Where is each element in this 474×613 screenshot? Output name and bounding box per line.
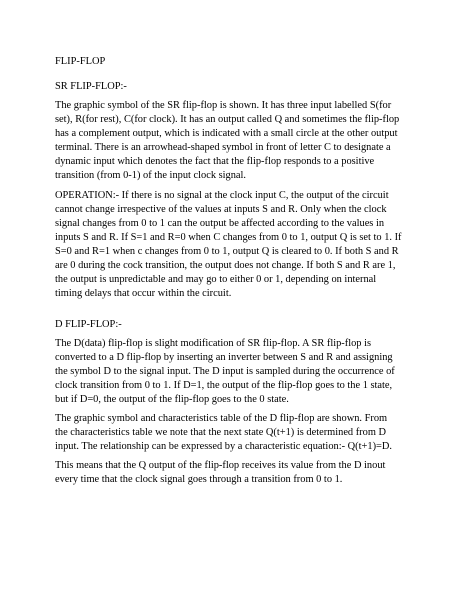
- paragraph-line: The graphic symbol of the SR flip-flop is shown. It has three input labelled S(for: [55, 100, 392, 111]
- paragraph-line: timing delays that occur within the circuit.: [55, 288, 232, 299]
- d-flip-flop-heading: D FLIP-FLOP:-: [55, 319, 122, 330]
- paragraph-line: set), R(for rest), C(for clock). It has an output called Q and sometimes the flip-flop: [55, 114, 400, 125]
- paragraph-line: are 0 during the cock transition, the output does not change. If both S and R are 1,: [55, 260, 396, 271]
- paragraph-line: S=0 and R=1 when c changes from 0 to 1, output Q is cleared to 0. If both S and R: [55, 246, 399, 257]
- paragraph-line: The graphic symbol and characteristics table of the D flip-flop are shown. From: [55, 413, 388, 424]
- document-title: FLIP-FLOP: [55, 56, 106, 67]
- paragraph-line: terminal. There is an arrowhead-shaped symbol in front of letter C to designate a: [55, 142, 391, 153]
- paragraph-line: dynamic input which denotes the fact that the flip-flop responds to a positive: [55, 156, 375, 167]
- paragraph-line: signal changes from 0 to 1 can the output be affected according to the values in: [55, 218, 385, 229]
- paragraph-line: cannot change irrespective of the values at inputs S and R. Only when the clock: [55, 204, 387, 215]
- paragraph-line: every time that the clock signal goes through a transition from 0 to 1.: [55, 474, 343, 485]
- paragraph-line: input. The relationship can be expressed by a characteristic equation:- Q(t+1)=D.: [55, 441, 392, 452]
- paragraph-line: This means that the Q output of the flip-flop receives its value from the D inout: [55, 460, 386, 471]
- paragraph-line: OPERATION:- If there is no signal at the clock input C, the output of the circuit: [55, 190, 389, 201]
- paragraph-line: the symbol D to the signal input. The D input is sampled during the occurrence of: [55, 366, 395, 377]
- paragraph-line: but if D=0, the output of the flip-flop goes to the 0 state.: [55, 394, 289, 405]
- paragraph-line: The D(data) flip-flop is slight modification of SR flip-flop. A SR flip-flop is: [55, 338, 372, 349]
- paragraph-line: the output is unpredictable and may go to either 0 or 1, depending on internal: [55, 274, 377, 285]
- paragraph-line: the characteristics table we note that the next state Q(t+1) is determined from D: [55, 427, 387, 438]
- paragraph-line: clock transition from 0 to 1. If D=1, the output of the flip-flop goes to the 1 state,: [55, 380, 393, 391]
- paragraph-line: converted to a D flip-flop by inserting an inverter between S and R and assigning: [55, 352, 393, 363]
- paragraph-line: transition (from 0-1) of the input clock signal.: [55, 170, 247, 181]
- sr-flip-flop-heading: SR FLIP-FLOP:-: [55, 81, 127, 92]
- paragraph-line: has a complement output, which is indicated with a small circle at the other output: [55, 128, 398, 139]
- paragraph-line: inputs S and R. If S=1 and R=0 when C changes from 0 to 1, output Q is set to 1. If: [55, 232, 402, 243]
